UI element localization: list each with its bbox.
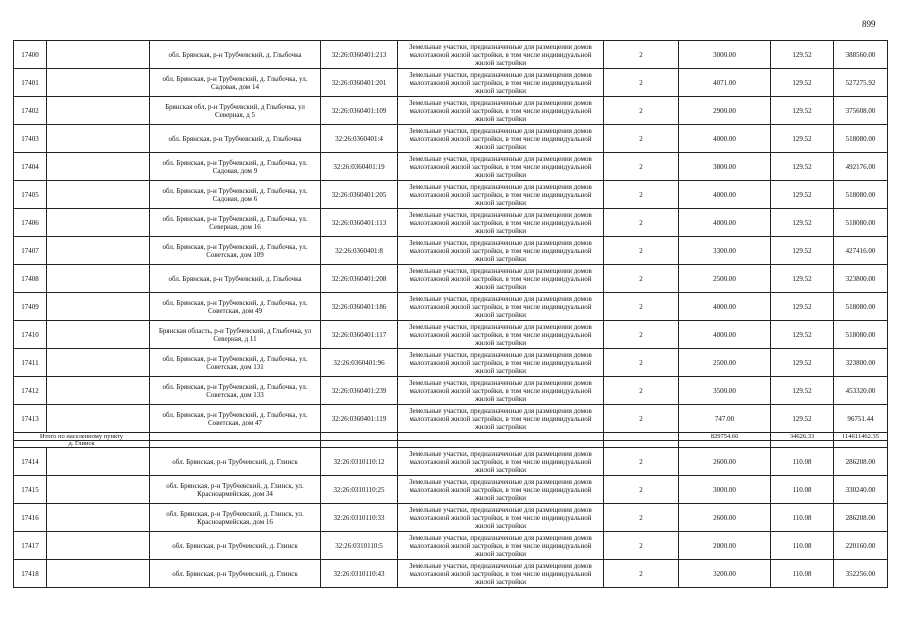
empty-cell — [47, 125, 150, 153]
rate-cell: 129.52 — [771, 69, 834, 97]
row-id: 17411 — [14, 349, 47, 377]
group-cell: 2 — [604, 476, 679, 504]
rate-cell: 129.52 — [771, 41, 834, 69]
row-id: 17413 — [14, 405, 47, 433]
total-value: 114611462.35 — [834, 433, 888, 441]
land-use-cell: Земельные участки, предназначенные для размещения домов малоэтажной жилой застройки, в том числе индивидуальной жилой застройки — [398, 349, 604, 377]
land-use-cell: Земельные участки, предназначенные для размещения домов малоэтажной жилой застройки, в том числе индивидуальной жилой застройки — [398, 97, 604, 125]
table-row — [14, 125, 888, 153]
address-cell: обл. Брянская, р-н Трубчевский, д. Глыбочка, ул. Садовая, дом 6 — [150, 181, 321, 209]
cadastral-value-cell: 286208.00 — [834, 504, 888, 532]
empty-cell — [47, 321, 150, 349]
cadastral-number-cell: 32:26:0360401:119 — [321, 405, 398, 433]
rate-cell: 110.08 — [771, 504, 834, 532]
cadastral-number-cell: 32:26:0310110:25 — [321, 476, 398, 504]
group-cell: 2 — [604, 321, 679, 349]
land-use-cell: Земельные участки, предназначенные для размещения домов малоэтажной жилой застройки, в том числе индивидуальной жилой застройки — [398, 41, 604, 69]
empty-cell — [47, 405, 150, 433]
table-body-glinsk — [14, 448, 888, 588]
land-use-cell: Земельные участки, предназначенные для размещения домов малоэтажной жилой застройки, в том числе индивидуальной жилой застройки — [398, 209, 604, 237]
cadastral-number-cell: 32:26:0360401:208 — [321, 265, 398, 293]
rate-cell: 129.52 — [771, 377, 834, 405]
address-cell: обл. Брянская, р-н Трубчевский, д. Глинск — [150, 560, 321, 588]
area-cell: 3300.00 — [679, 237, 771, 265]
land-use-cell: Земельные участки, предназначенные для размещения домов малоэтажной жилой застройки, в том числе индивидуальной жилой застройки — [398, 504, 604, 532]
empty-cell — [47, 504, 150, 532]
area-cell: 4000.00 — [679, 181, 771, 209]
rate-cell: 129.52 — [771, 349, 834, 377]
row-id: 17416 — [14, 504, 47, 532]
table-row — [14, 97, 888, 125]
row-id: 17407 — [14, 237, 47, 265]
row-id: 17410 — [14, 321, 47, 349]
table-row — [14, 321, 888, 349]
address-cell: обл. Брянская, р-н Трубчевский, д. Глыбочка, ул. Советская, дом 49 — [150, 293, 321, 321]
land-use-cell: Земельные участки, предназначенные для размещения домов малоэтажной жилой застройки, в том числе индивидуальной жилой застройки — [398, 153, 604, 181]
row-id: 17403 — [14, 125, 47, 153]
group-cell: 2 — [604, 265, 679, 293]
row-id: 17400 — [14, 41, 47, 69]
cadastral-value-cell: 96751.44 — [834, 405, 888, 433]
cadastral-number-cell: 32:26:0360401:186 — [321, 293, 398, 321]
rate-cell: 129.52 — [771, 153, 834, 181]
row-id: 17406 — [14, 209, 47, 237]
group-cell: 2 — [604, 209, 679, 237]
rate-cell: 129.52 — [771, 97, 834, 125]
area-cell: 4000.00 — [679, 209, 771, 237]
total-row — [14, 433, 888, 441]
total-rate: 34626.33 — [771, 433, 834, 441]
cadastral-value-cell: 388560.00 — [834, 41, 888, 69]
area-cell: 747.00 — [679, 405, 771, 433]
cadastral-value-cell: 375608.00 — [834, 97, 888, 125]
empty-cell — [47, 448, 150, 476]
empty-cell — [47, 377, 150, 405]
group-cell: 2 — [604, 125, 679, 153]
cadastral-number-cell: 32:26:0360401:205 — [321, 181, 398, 209]
cadastral-number-cell: 32:26:0360401:8 — [321, 237, 398, 265]
empty-cell — [47, 265, 150, 293]
area-cell: 3200.00 — [679, 560, 771, 588]
cadastral-number-cell: 32:26:0360401:19 — [321, 153, 398, 181]
table-row — [14, 265, 888, 293]
area-cell: 4000.00 — [679, 293, 771, 321]
cadastral-number-cell: 32:26:0310110:43 — [321, 560, 398, 588]
row-id: 17417 — [14, 532, 47, 560]
cadastral-value-cell: 518080.00 — [834, 321, 888, 349]
area-cell: 2600.00 — [679, 504, 771, 532]
cadastral-value-cell: 323800.00 — [834, 265, 888, 293]
land-use-cell: Земельные участки, предназначенные для размещения домов малоэтажной жилой застройки, в том числе индивидуальной жилой застройки — [398, 448, 604, 476]
address-cell: обл. Брянская, р-н Трубчевский, д. Глыбочка — [150, 41, 321, 69]
rate-cell: 129.52 — [771, 125, 834, 153]
cadastral-value-cell: 518080.00 — [834, 181, 888, 209]
table-row — [14, 69, 888, 97]
cadastral-value-cell: 323800.00 — [834, 349, 888, 377]
empty-cell — [47, 69, 150, 97]
empty-cell — [47, 476, 150, 504]
row-id: 17402 — [14, 97, 47, 125]
group-cell: 2 — [604, 560, 679, 588]
cadastral-value-cell: 330240.00 — [834, 476, 888, 504]
rate-cell: 129.52 — [771, 237, 834, 265]
address-cell: обл. Брянская, р-н Трубчевский, д. Глыбочка, ул. Советская, дом 109 — [150, 237, 321, 265]
total-label: Итого по населенному пункту — [14, 433, 150, 441]
rate-cell: 129.52 — [771, 209, 834, 237]
address-cell: обл. Брянская, р-н Трубчевский, д. Глинск, ул. Красноармейская, дом 34 — [150, 476, 321, 504]
area-cell: 4071.00 — [679, 69, 771, 97]
rate-cell: 129.52 — [771, 321, 834, 349]
group-cell: 2 — [604, 349, 679, 377]
cadastral-value-cell: 518080.00 — [834, 293, 888, 321]
row-id: 17401 — [14, 69, 47, 97]
cadastral-number-cell: 32:26:0360401:96 — [321, 349, 398, 377]
land-use-cell: Земельные участки, предназначенные для размещения домов малоэтажной жилой застройки, в том числе индивидуальной жилой застройки — [398, 125, 604, 153]
address-cell: обл. Брянская, р-н Трубчевский, д. Глинск — [150, 448, 321, 476]
cadastral-value-table — [13, 40, 888, 588]
empty-cell — [47, 153, 150, 181]
cadastral-number-cell: 32:26:0360401:239 — [321, 377, 398, 405]
group-cell: 2 — [604, 448, 679, 476]
empty-cell — [47, 97, 150, 125]
address-cell: обл. Брянская, р-н Трубчевский, д. Глыбочка, ул. Советская, дом 47 — [150, 405, 321, 433]
group-cell: 2 — [604, 69, 679, 97]
group-cell: 2 — [604, 405, 679, 433]
area-cell: 3800.00 — [679, 153, 771, 181]
cadastral-number-cell: 32:26:0360401:117 — [321, 321, 398, 349]
cadastral-number-cell: 32:26:0360401:113 — [321, 209, 398, 237]
address-cell: обл. Брянская, р-н Трубчевский, д. Глыбочка, ул. Садовая, дом 9 — [150, 153, 321, 181]
row-id: 17408 — [14, 265, 47, 293]
cadastral-number-cell: 32:26:0360401:213 — [321, 41, 398, 69]
cadastral-value-cell: 352256.00 — [834, 560, 888, 588]
table-row — [14, 532, 888, 560]
cadastral-number-cell: 32:26:0360401:4 — [321, 125, 398, 153]
area-cell: 3500.00 — [679, 377, 771, 405]
group-cell: 2 — [604, 153, 679, 181]
cadastral-value-cell: 518080.00 — [834, 125, 888, 153]
address-cell: обл. Брянская, р-н Трубчевский, д. Глыбочка — [150, 265, 321, 293]
land-use-cell: Земельные участки, предназначенные для размещения домов малоэтажной жилой застройки, в том числе индивидуальной жилой застройки — [398, 237, 604, 265]
cadastral-value-cell: 527275.92 — [834, 69, 888, 97]
land-use-cell: Земельные участки, предназначенные для размещения домов малоэтажной жилой застройки, в том числе индивидуальной жилой застройки — [398, 476, 604, 504]
empty-cell — [47, 181, 150, 209]
land-use-cell: Земельные участки, предназначенные для размещения домов малоэтажной жилой застройки, в том числе индивидуальной жилой застройки — [398, 69, 604, 97]
table-row — [14, 209, 888, 237]
area-cell: 2500.00 — [679, 349, 771, 377]
empty-cell — [47, 293, 150, 321]
land-use-cell: Земельные участки, предназначенные для размещения домов малоэтажной жилой застройки, в том числе индивидуальной жилой застройки — [398, 377, 604, 405]
land-use-cell: Земельные участки, предназначенные для размещения домов малоэтажной жилой застройки, в том числе индивидуальной жилой застройки — [398, 405, 604, 433]
area-cell: 3000.00 — [679, 41, 771, 69]
area-cell: 3000.00 — [679, 476, 771, 504]
group-cell: 2 — [604, 504, 679, 532]
land-use-cell: Земельные участки, предназначенные для размещения домов малоэтажной жилой застройки, в том числе индивидуальной жилой застройки — [398, 321, 604, 349]
rate-cell: 129.52 — [771, 181, 834, 209]
group-cell: 2 — [604, 181, 679, 209]
group-cell: 2 — [604, 293, 679, 321]
area-cell: 2500.00 — [679, 265, 771, 293]
table-row — [14, 504, 888, 532]
table-row — [14, 448, 888, 476]
row-id: 17409 — [14, 293, 47, 321]
group-cell: 2 — [604, 237, 679, 265]
land-use-cell: Земельные участки, предназначенные для размещения домов малоэтажной жилой застройки, в том числе индивидуальной жилой застройки — [398, 293, 604, 321]
cadastral-number-cell: 32:26:0360401:109 — [321, 97, 398, 125]
table-row — [14, 560, 888, 588]
area-cell: 2600.00 — [679, 448, 771, 476]
address-cell: обл. Брянская, р-н Трубчевский, д. Глыбочка — [150, 125, 321, 153]
group-cell: 2 — [604, 41, 679, 69]
cadastral-value-cell: 220160.00 — [834, 532, 888, 560]
total-area: 829754.66 — [679, 433, 771, 441]
empty-cell — [47, 349, 150, 377]
table-row — [14, 476, 888, 504]
settlement-name: д. Глинск — [14, 441, 150, 448]
row-id: 17404 — [14, 153, 47, 181]
area-cell: 2900.00 — [679, 97, 771, 125]
rate-cell: 110.08 — [771, 532, 834, 560]
rate-cell: 110.08 — [771, 560, 834, 588]
area-cell: 4000.00 — [679, 125, 771, 153]
area-cell: 2000.00 — [679, 532, 771, 560]
table-total-section — [14, 433, 888, 448]
settlement-header-row — [14, 441, 888, 448]
land-use-cell: Земельные участки, предназначенные для размещения домов малоэтажной жилой застройки, в том числе индивидуальной жилой застройки — [398, 560, 604, 588]
cadastral-value-cell: 453320.00 — [834, 377, 888, 405]
table-body-glybochka — [14, 41, 888, 433]
empty-cell — [47, 209, 150, 237]
address-cell: обл. Брянская, р-н Трубчевский, д. Глыбочка, ул. Северная, дом 16 — [150, 209, 321, 237]
address-cell: обл. Брянская, р-н Трубчевский, д. Глыбочка, ул. Советская, дом 131 — [150, 349, 321, 377]
address-cell: Брянская обл, р-н Трубчевский, д Глыбочка, ул Северная, д 5 — [150, 97, 321, 125]
group-cell: 2 — [604, 532, 679, 560]
group-cell: 2 — [604, 97, 679, 125]
row-id: 17405 — [14, 181, 47, 209]
cadastral-number-cell: 32:26:0310110:12 — [321, 448, 398, 476]
empty-cell — [47, 237, 150, 265]
address-cell: обл. Брянская, р-н Трубчевский, д. Глыбочка, ул. Садовая, дом 14 — [150, 69, 321, 97]
page-number: 899 — [862, 19, 876, 29]
cadastral-value-cell: 492176.00 — [834, 153, 888, 181]
cadastral-number-cell: 32:26:0310110:5 — [321, 532, 398, 560]
rate-cell: 129.52 — [771, 265, 834, 293]
area-cell: 4000.00 — [679, 321, 771, 349]
cadastral-value-cell: 518080.00 — [834, 209, 888, 237]
empty-cell — [47, 560, 150, 588]
table-row — [14, 41, 888, 69]
cadastral-number-cell: 32:26:0310110:33 — [321, 504, 398, 532]
rate-cell: 129.52 — [771, 405, 834, 433]
row-id: 17412 — [14, 377, 47, 405]
rate-cell: 110.08 — [771, 448, 834, 476]
cadastral-value-cell: 427416.00 — [834, 237, 888, 265]
address-cell: обл. Брянская, р-н Трубчевский, д. Глинск, ул. Красноармейская, дом 16 — [150, 504, 321, 532]
table-row — [14, 181, 888, 209]
row-id: 17418 — [14, 560, 47, 588]
empty-cell — [47, 532, 150, 560]
table-row — [14, 237, 888, 265]
address-cell: Брянская область, р-н Трубчевский, д Глыбочка, ул Северная, д 11 — [150, 321, 321, 349]
land-use-cell: Земельные участки, предназначенные для размещения домов малоэтажной жилой застройки, в том числе индивидуальной жилой застройки — [398, 532, 604, 560]
address-cell: обл. Брянская, р-н Трубчевский, д. Глинск — [150, 532, 321, 560]
cadastral-value-cell: 286208.00 — [834, 448, 888, 476]
land-use-cell: Земельные участки, предназначенные для размещения домов малоэтажной жилой застройки, в том числе индивидуальной жилой застройки — [398, 265, 604, 293]
row-id: 17414 — [14, 448, 47, 476]
table-row — [14, 377, 888, 405]
rate-cell: 110.08 — [771, 476, 834, 504]
table-row — [14, 405, 888, 433]
table-row — [14, 293, 888, 321]
rate-cell: 129.52 — [771, 293, 834, 321]
address-cell: обл. Брянская, р-н Трубчевский, д. Глыбочка, ул. Советская, дом 133 — [150, 377, 321, 405]
land-use-cell: Земельные участки, предназначенные для размещения домов малоэтажной жилой застройки, в том числе индивидуальной жилой застройки — [398, 181, 604, 209]
table-row — [14, 153, 888, 181]
cadastral-number-cell: 32:26:0360401:201 — [321, 69, 398, 97]
empty-cell — [47, 41, 150, 69]
row-id: 17415 — [14, 476, 47, 504]
group-cell: 2 — [604, 377, 679, 405]
table-row — [14, 349, 888, 377]
